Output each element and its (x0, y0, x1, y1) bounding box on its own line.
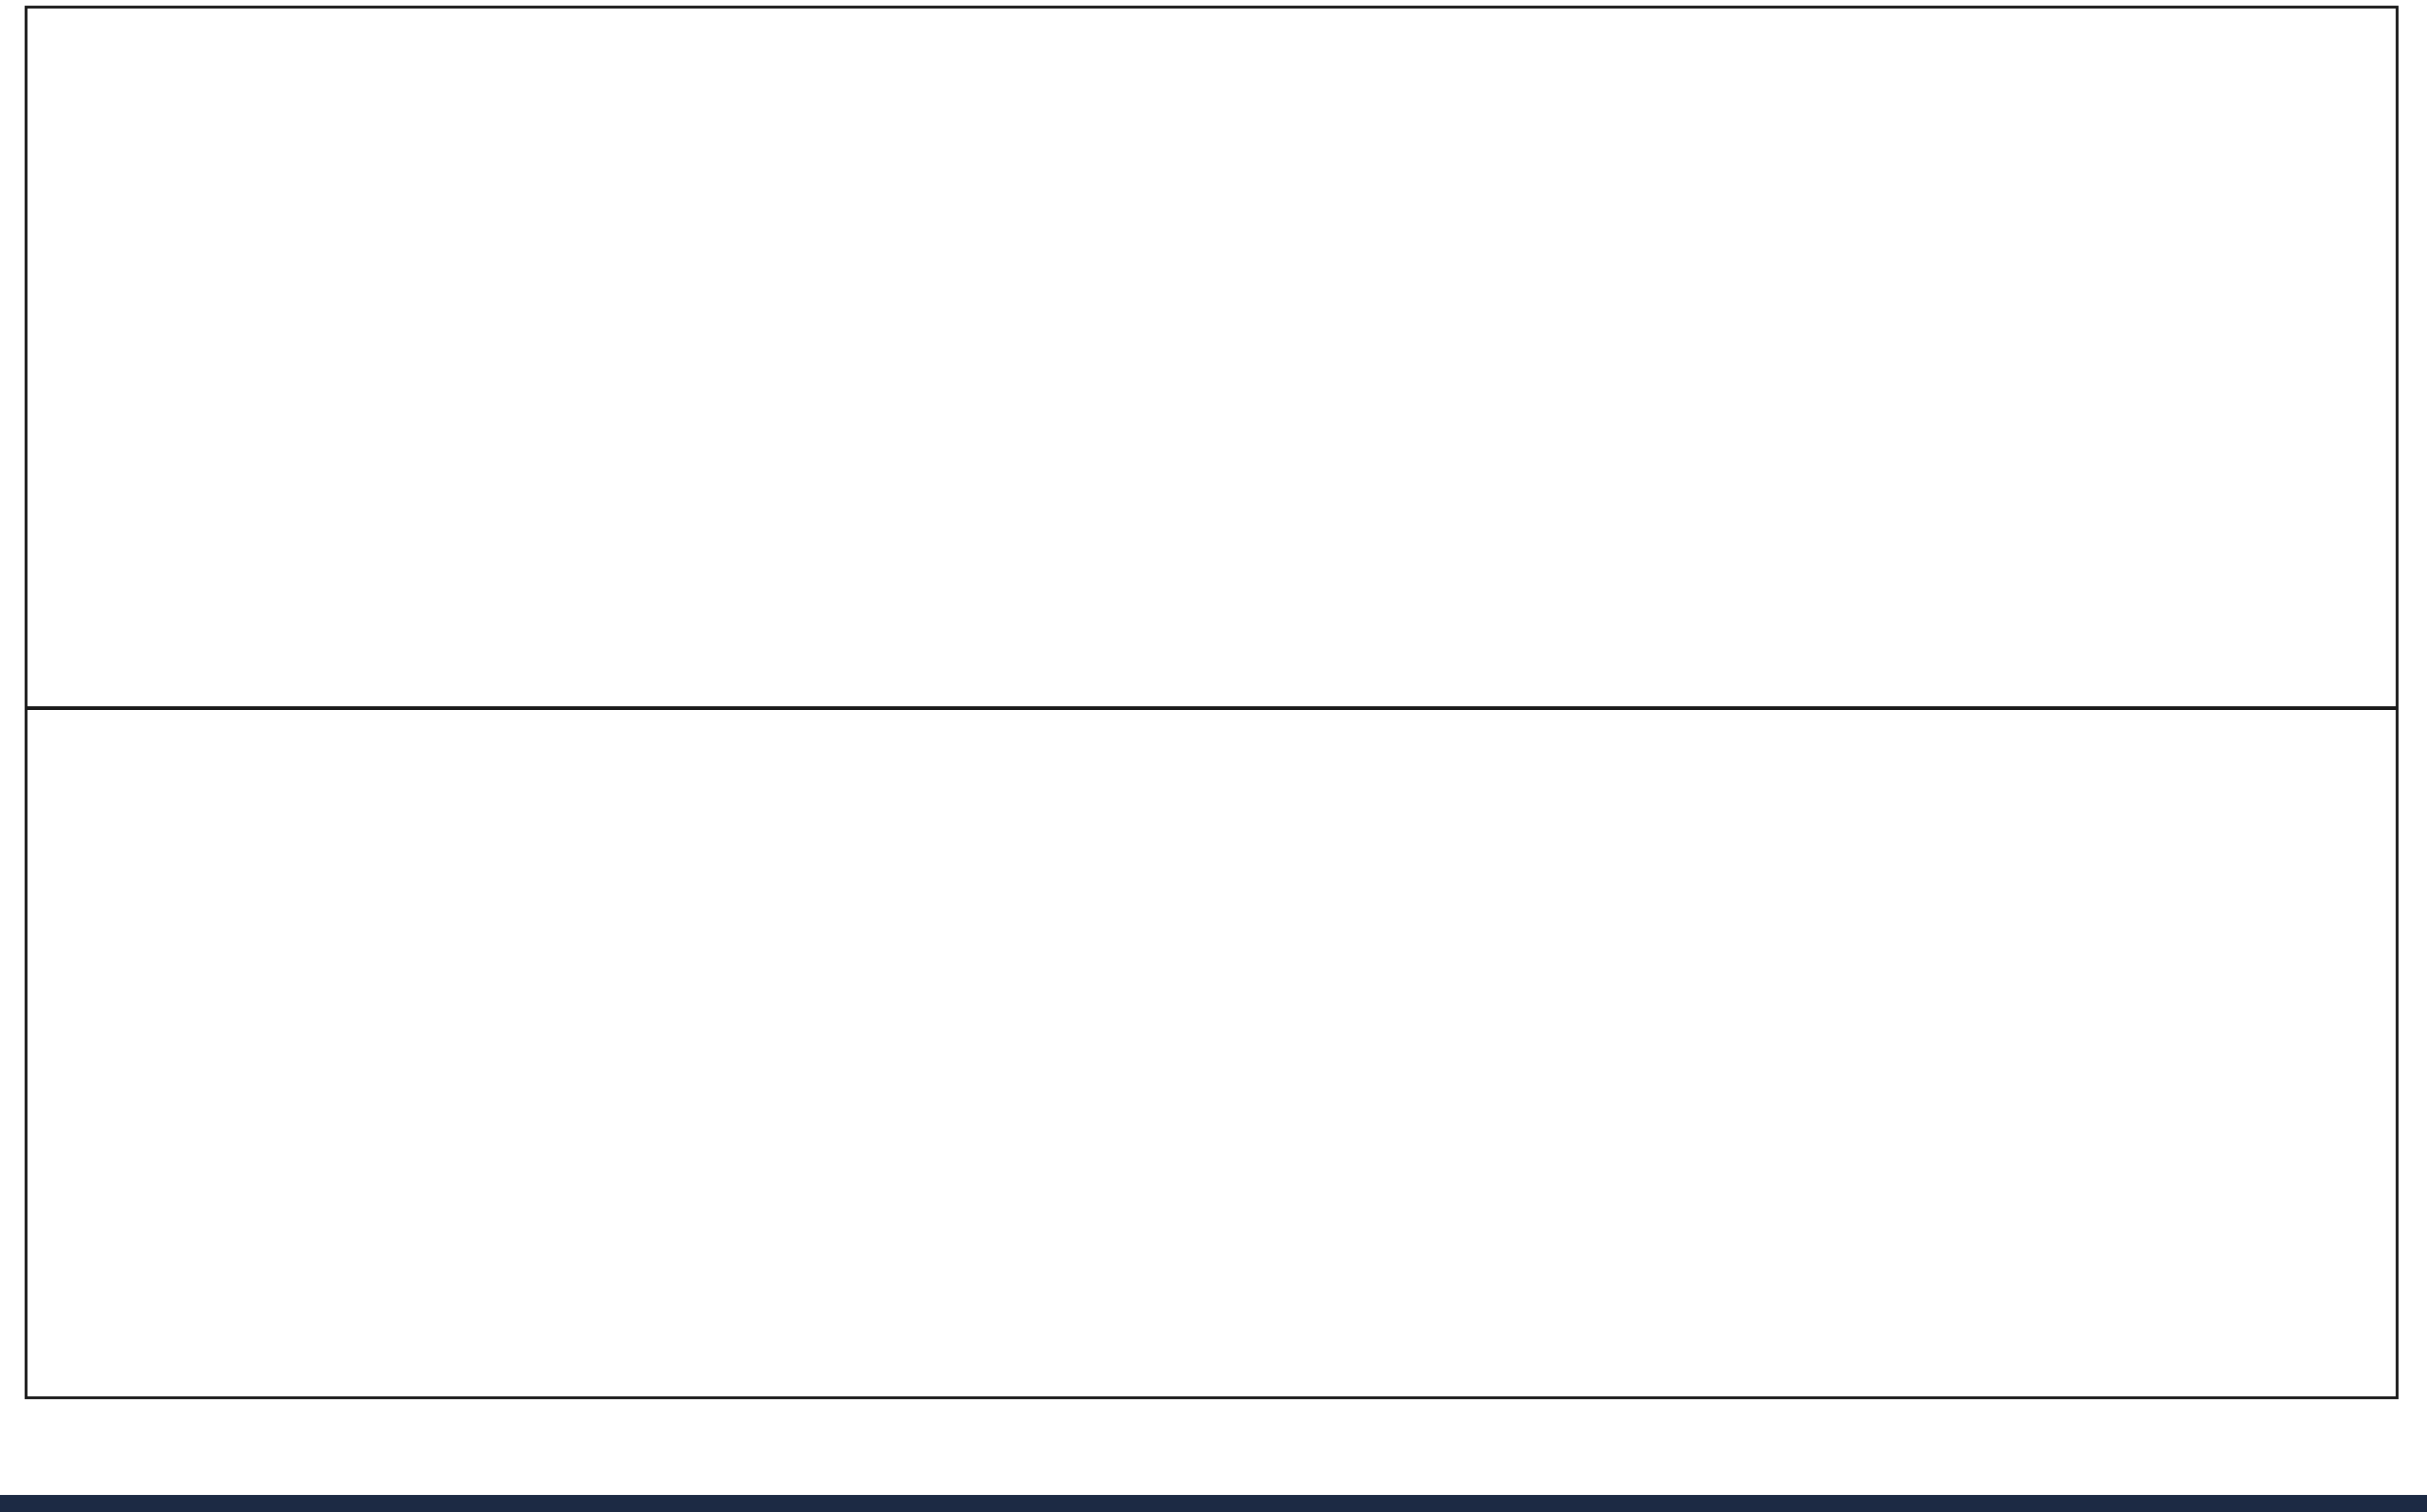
bottom-rule (0, 1495, 2427, 1512)
top-band (27, 9, 2396, 706)
leaderboard-frame (25, 6, 2399, 1399)
bottom-band (27, 706, 2396, 1396)
footer-banner (191, 1399, 2232, 1481)
